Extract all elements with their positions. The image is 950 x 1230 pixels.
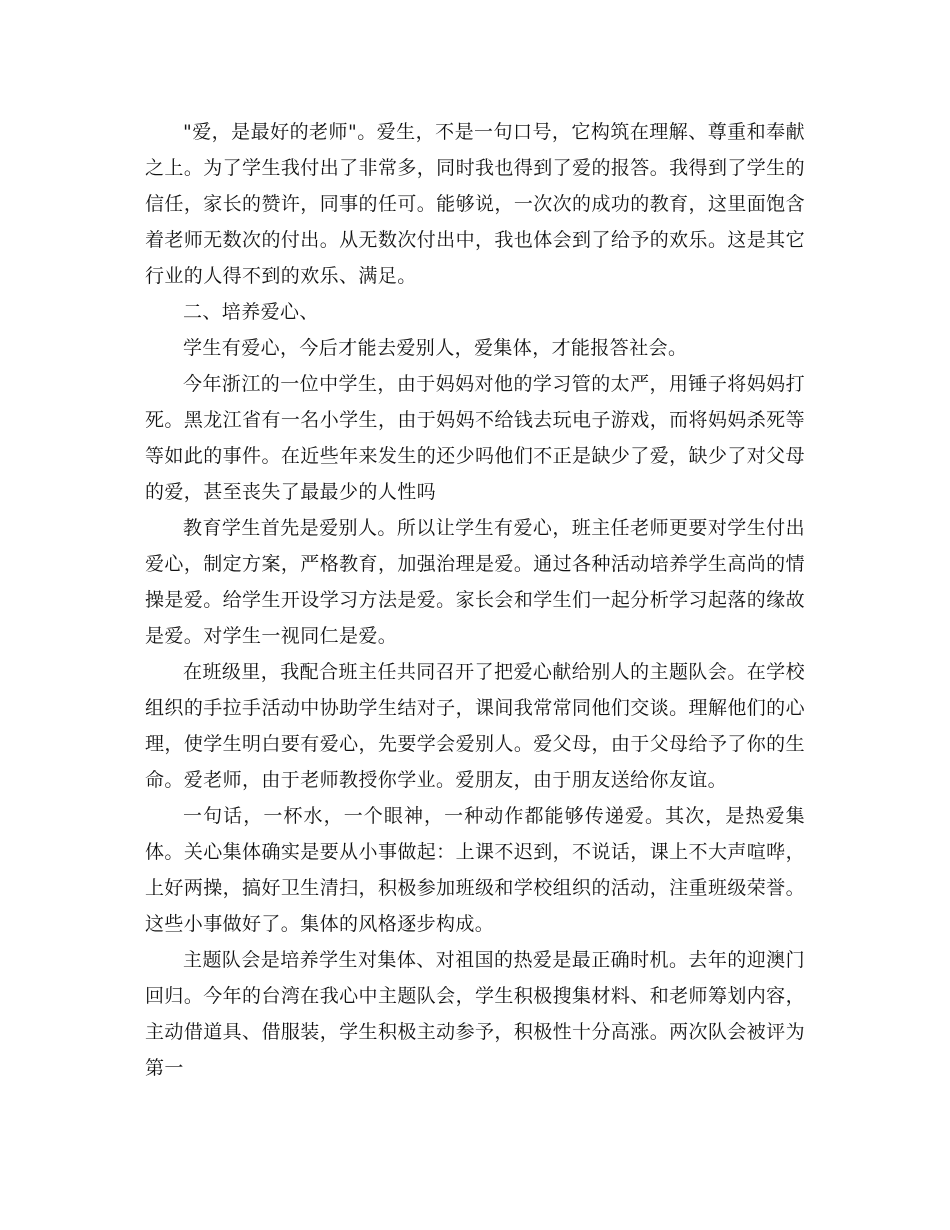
paragraph-news-examples: 今年浙江的一位中学生，由于妈妈对他的学习管的太严，用锤子将妈妈打死。黑龙江省有一名小学生，由于妈妈不给钱去玩电子游戏，而将妈妈杀死等等如此的事件。在近些年来发生的还少吗他们不正是缺少了爱，缺少了对父母的爱，甚至丧失了最最少的人性吗 bbox=[145, 373, 805, 503]
section-heading-cultivate-love: 二、培养爱心、 bbox=[183, 301, 319, 323]
paragraph-theme-meeting: 主题队会是培养学生对集体、对祖国的热爱是最正确时机。去年的迎澳门回归。今年的台湾在我心中主题队会，学生积极搜集材料、和老师筹划内容，主动借道具、借服装，学生积极主动参予，积极性十分高涨。两次队会被评为第一 bbox=[145, 949, 805, 1079]
document-body bbox=[145, 114, 805, 1086]
paragraph-educate-love-others: 教育学生首先是爱别人。所以让学生有爱心，班主任老师更要对学生付出爱心，制定方案，严格教育，加强治理是爱。通过各种活动培养学生高尚的情操是爱。给学生开设学习方法是爱。家长会和学生们一起分析学习起落的缘故是爱。对学生一视同仁是爱。 bbox=[145, 517, 805, 647]
paragraph-love-collective: 一句话，一杯水，一个眼神，一种动作都能够传递爱。其次，是热爱集体。关心集体确实是要从小事做起：上课不迟到，不说话，课上不大声喧哗，上好两操，搞好卫生清扫，积极参加班级和学校组织的活动，注重班级荣誉。这些小事做好了。集体的风格逐步构成。 bbox=[145, 805, 805, 935]
paragraph-love-best-teacher: "爱，是最好的老师"。爱生，不是一句口号，它构筑在理解、尊重和奉献之上。为了学生我付出了非常多，同时我也得到了爱的报答。我得到了学生的信任，家长的赞许，同事的任可。能够说，一次次的成功的教育，这里面饱含着老师无数次的付出。从无数次付出中，我也体会到了给予的欢乐。这是其它行业的人得不到的欢乐、满足。 bbox=[145, 121, 805, 287]
paragraph-class-meeting: 在班级里，我配合班主任共同召开了把爱心献给别人的主题队会。在学校组织的手拉手活动中协助学生结对子，课间我常常同他们交谈。理解他们的心理，使学生明白要有爱心，先要学会爱别人。爱父母，由于父母给予了你的生命。爱老师，由于老师教授你学业。爱朋友，由于朋友送给你友谊。 bbox=[145, 661, 805, 791]
paragraph-students-love: 学生有爱心，今后才能去爱别人，爱集体，才能报答社会。 bbox=[183, 337, 688, 359]
